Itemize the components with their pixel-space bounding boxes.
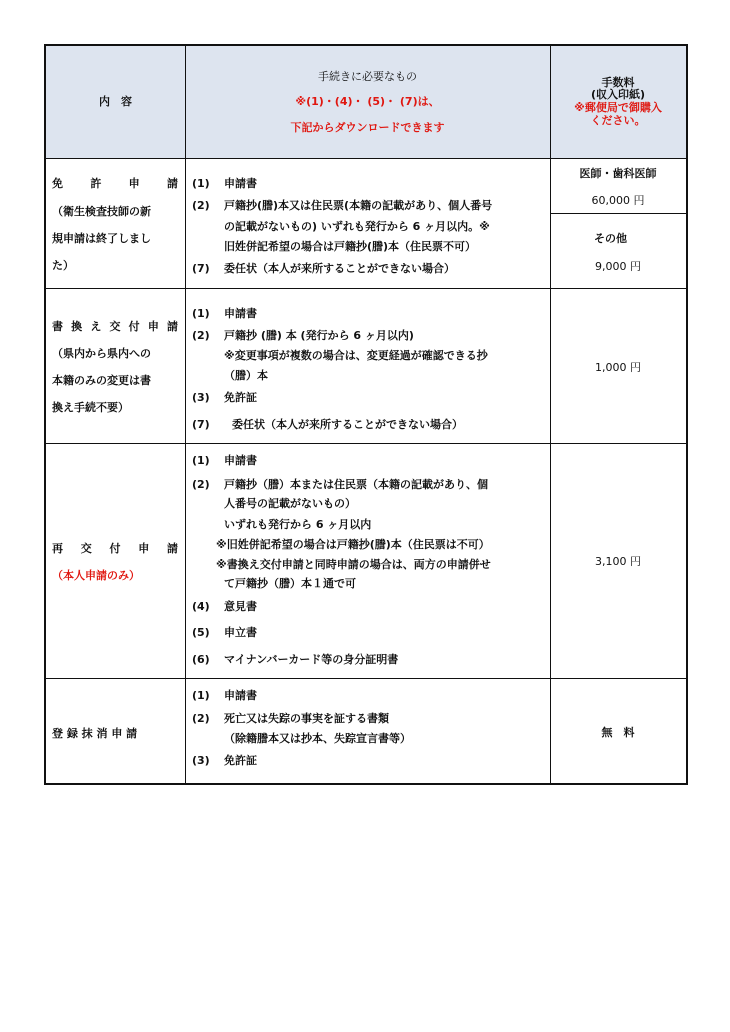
item-number: (1) — [192, 689, 210, 702]
row-note: （衛生検査技師の新 — [52, 205, 151, 218]
row-divider — [46, 678, 686, 679]
fee-value: 9,000 円 — [595, 260, 641, 273]
fee-divider — [550, 213, 686, 214]
item-text: 免許証 — [224, 754, 257, 767]
row-note: （本人申請のみ） — [52, 569, 140, 582]
fee-value: 1,000 円 — [595, 361, 641, 374]
item-number: (3) — [192, 391, 210, 404]
item-number: (5) — [192, 626, 210, 639]
column-divider — [185, 46, 186, 783]
item-text: 免許証 — [224, 391, 257, 404]
header-content: 内 容 — [99, 95, 132, 108]
row-note: 規申請は終了しまし — [52, 232, 151, 245]
row-title: 免 許 申 請 — [52, 177, 178, 190]
item-text: 申請書 — [224, 177, 257, 190]
header-fee-note-2: ください。 — [590, 114, 646, 127]
fee-label: 医師・歯科医師 — [579, 167, 657, 180]
item-text: ※旧姓併記希望の場合は戸籍抄(謄)本（住民票は不可） — [216, 538, 490, 551]
item-number: (1) — [192, 177, 210, 190]
item-text: 旧姓併記希望の場合は戸籍抄(謄)本（住民票不可） — [224, 240, 477, 253]
item-text: 戸籍抄 (謄) 本 (発行から 6 ヶ月以内) — [224, 329, 414, 342]
row-divider — [46, 158, 686, 159]
row-note: 本籍のみの変更は書 — [52, 374, 151, 387]
item-text: 戸籍抄（謄）本または住民票（本籍の記載があり、個 — [224, 478, 488, 491]
item-text: （除籍謄本又は抄本、失踪宣言書等） — [224, 732, 411, 745]
fee-value: 60,000 円 — [591, 194, 645, 207]
item-text: て戸籍抄（謄）本１通で可 — [224, 577, 356, 590]
item-number: (7) — [192, 418, 210, 431]
row-note: （県内から県内への — [52, 347, 151, 360]
header-download-note-2: 下記からダウンロードできます — [290, 121, 445, 134]
item-number: (7) — [192, 262, 210, 275]
item-number: (6) — [192, 653, 210, 666]
item-number: (2) — [192, 329, 210, 342]
column-divider — [550, 46, 551, 783]
row-title: 書 換 え 交 付 申 請 — [52, 320, 178, 333]
header-required-items: 手続きに必要なもの — [318, 70, 417, 83]
header-fee-note: ※郵便局で御購入 — [574, 101, 662, 114]
header-fee: 手数料 — [601, 76, 635, 89]
item-text: 申請書 — [224, 689, 257, 702]
item-number: (2) — [192, 712, 210, 725]
row-note: 換え手続不要） — [52, 401, 129, 414]
item-number: (1) — [192, 454, 210, 467]
item-text: 申立書 — [224, 626, 257, 639]
item-text: 人番号の記載がないもの） — [224, 497, 356, 510]
row-title: 登 録 抹 消 申 請 — [52, 727, 138, 740]
row-divider — [46, 443, 686, 444]
item-text: 死亡又は失踪の事実を証する書類 — [224, 712, 389, 725]
header-fee-stamp: (収入印紙) — [590, 88, 646, 101]
item-text: 戸籍抄(謄)本又は住民票(本籍の記載があり、個人番号 — [224, 199, 493, 212]
fee-label: その他 — [594, 232, 627, 245]
item-text: の記載がないもの) いずれも発行から 6 ヶ月以内。※ — [224, 220, 490, 233]
fee-value: 3,100 円 — [595, 555, 641, 568]
item-text: （謄）本 — [224, 369, 268, 382]
item-text: ※変更事項が複数の場合は、変更経過が確認できる抄 — [224, 349, 488, 362]
item-text: 委任状（本人が来所することができない場合） — [224, 262, 455, 275]
item-text: 委任状（本人が来所することができない場合） — [232, 418, 463, 431]
item-number: (3) — [192, 754, 210, 767]
row-divider — [46, 288, 686, 289]
item-text: マイナンバーカード等の身分証明書 — [224, 653, 399, 666]
item-number: (2) — [192, 199, 210, 212]
requirements-table — [44, 44, 688, 785]
item-number: (4) — [192, 600, 210, 613]
item-text: 意見書 — [224, 600, 257, 613]
row-title: 再 交 付 申 請 — [52, 542, 178, 555]
item-number: (1) — [192, 307, 210, 320]
item-text: 申請書 — [224, 307, 257, 320]
item-text: ※書換え交付申請と同時申請の場合は、両方の申請併せ — [216, 558, 491, 571]
item-number: (2) — [192, 478, 210, 491]
fee-value: 無 料 — [601, 726, 635, 739]
header-download-note: ※(1)・(4)・ (5)・ (7)は、 — [295, 95, 440, 108]
item-text: 申請書 — [224, 454, 257, 467]
row-note: た） — [52, 259, 74, 272]
item-text: いずれも発行から 6 ヶ月以内 — [224, 518, 372, 531]
